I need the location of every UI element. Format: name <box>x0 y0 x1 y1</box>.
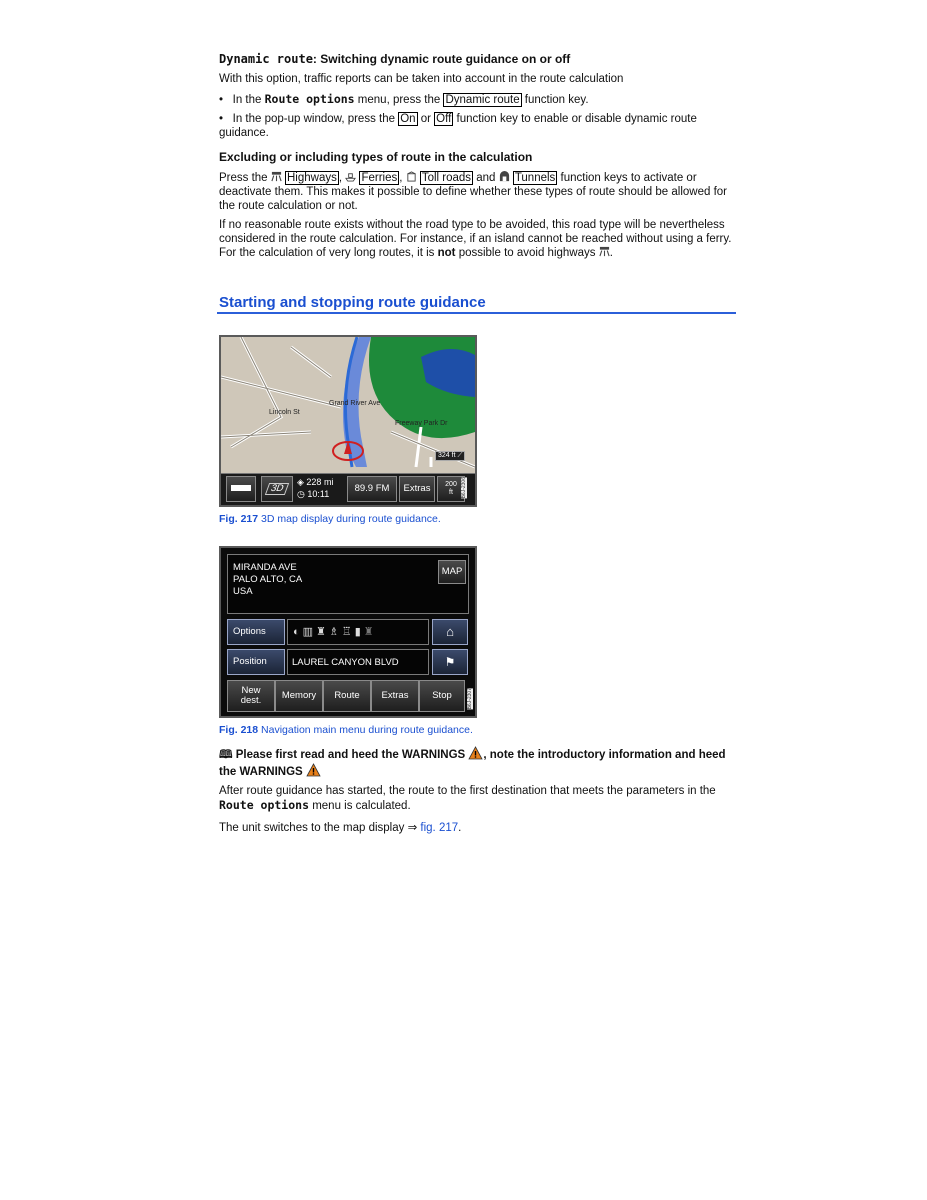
exclude-heading: Excluding or including types of route in the calculation <box>219 150 533 164</box>
dynamic-route-code: Dynamic route <box>219 52 313 66</box>
extras-button[interactable] <box>399 476 435 502</box>
ferry-icon <box>345 171 356 182</box>
extras-label: Extras <box>403 483 431 494</box>
tunnels-key: Tunnels <box>514 172 556 184</box>
after-p1-post: menu is calculated. <box>309 800 411 812</box>
fig218-text: Navigation main menu during route guidance. <box>258 724 473 736</box>
flag-button[interactable] <box>432 649 468 675</box>
distance-readout: ◈ 228 mi <box>297 477 334 487</box>
toll-roads-key: Toll roads <box>421 172 472 184</box>
exclude-p2-bold: not <box>437 247 456 259</box>
highway-icon: ▥ <box>302 626 317 638</box>
warning-icon <box>468 746 483 760</box>
exclude-paragraph-1: Press the Highways , Ferries , Toll roads and Tunnels function keys to activate or deactivate them. This makes it possible to define whether these types of route should be allowed for the route calculation or not. <box>219 172 727 212</box>
warnings-line-1: Please first read and heed the WARNINGS <box>235 749 469 761</box>
highway-icon <box>271 171 282 182</box>
bullet-1: • In the Route options menu, press the Dynamic route function key. <box>219 92 589 106</box>
dynamic-route-intro: With this option, traffic reports can be taken into account in the route calculation <box>219 73 624 85</box>
3d-button[interactable] <box>261 476 293 502</box>
scale-distance-text: 324 ft <box>438 452 456 459</box>
street-label-1: Grand River Ave <box>329 400 381 407</box>
dynamic-route-heading <box>219 52 570 66</box>
warnings-notice <box>219 746 739 780</box>
distance-value: 228 mi <box>306 477 334 487</box>
bullet-2-post: function key to enable or disable dynamic route guidance. <box>219 113 697 139</box>
stop-label: Stop <box>432 690 452 701</box>
route-options-code: Route options <box>264 92 355 106</box>
street-label-3: Freeway Park Dr <box>395 420 448 427</box>
after-p2-post: . <box>458 822 462 834</box>
route-type-icons <box>287 619 429 645</box>
exclude-p1-pre: Press the <box>219 172 271 184</box>
on-key: On <box>400 113 416 125</box>
time-readout: ◷ 10:11 <box>297 489 330 499</box>
address-line-2: PALO ALTO, CA <box>233 574 303 585</box>
options-label: Options <box>233 626 266 637</box>
fig218-number: Fig. 218 <box>219 724 259 736</box>
zoom-unit: ft <box>449 489 453 496</box>
fig217-link[interactable]: fig. 217 <box>420 822 459 834</box>
dynamic-route-icon: ◐ <box>293 626 303 638</box>
nav-menu-screen <box>219 546 477 718</box>
figure-code: B6J-2307 <box>467 688 473 710</box>
new-destination-label: New dest. <box>240 685 262 706</box>
extras-button[interactable] <box>371 680 419 712</box>
fig217-number: Fig. 217 <box>219 513 259 525</box>
address-line-1: MIRANDA AVE <box>233 562 297 573</box>
ferries-key: Ferries <box>361 172 398 184</box>
position-label: Position <box>233 656 267 667</box>
bullet-1-post: function key. <box>521 94 589 106</box>
route-options-code: Route options <box>219 798 310 812</box>
highways-key: Highways <box>286 172 337 184</box>
exclude-p1-post: function keys to activate or deactivate them. This makes it possible to define whether these types of route should be allowed for the route calculation or not. <box>219 172 727 212</box>
after-paragraph-1 <box>219 784 729 813</box>
zoom-value: 200 <box>445 481 457 488</box>
route-label: Route <box>334 690 360 701</box>
fig217-caption <box>219 513 441 525</box>
memory-button[interactable] <box>275 680 323 712</box>
position-value: LAUREL CANYON BLVD <box>292 657 399 668</box>
3d-label: 3D <box>265 483 290 495</box>
bullet-1-mid: menu, press the <box>354 94 444 106</box>
exclude-p2-pre: If no reasonable route exists without the road type to be avoided, this road type will be nevertheless considered in the route calculation. For instance, if an island cannot be reached without using a ferry. For the calculation of very long routes, it is <box>219 219 732 259</box>
route-button[interactable] <box>323 680 371 712</box>
new-destination-button[interactable] <box>227 680 275 712</box>
street-label-2: Lincoln St <box>269 409 300 416</box>
after-p2-pre: The unit switches to the map display ⇒ <box>219 822 421 834</box>
toll-road-icon: ♖ <box>341 626 355 638</box>
section-rule <box>217 312 736 314</box>
warnings-line-2: the WARNINGS <box>219 766 306 778</box>
highway-alt-icon: ♜ <box>316 626 329 638</box>
options-button[interactable] <box>227 619 285 645</box>
highway-icon <box>599 246 610 257</box>
tunnel-icon: ▮ <box>354 626 364 638</box>
after-p1-pre: After route guidance has started, the route to the first destination that meets the parameters in the <box>219 785 716 797</box>
fig218-caption <box>219 724 473 736</box>
radio-button[interactable] <box>347 476 397 502</box>
bullet-1-pre: In the <box>232 94 265 106</box>
extras-label: Extras <box>381 690 409 701</box>
home-button[interactable] <box>432 619 468 645</box>
after-paragraph-2 <box>219 821 729 835</box>
section-title: Starting and stopping route guidance <box>219 294 486 311</box>
address-line-3: USA <box>233 586 253 597</box>
stop-button[interactable] <box>419 680 465 712</box>
dynamic-route-heading-text: : Switching dynamic route guidance on or off <box>312 52 571 66</box>
figure-code: B6J-2306 <box>461 477 467 499</box>
fig217-text: 3D map display during route guidance. <box>258 513 441 525</box>
time-value: 10:11 <box>307 489 330 499</box>
book-icon: 🕮 <box>219 749 233 761</box>
bullet-2-or: or <box>417 113 435 125</box>
home-icon: ⌂ <box>446 624 454 639</box>
position-button[interactable] <box>227 649 285 675</box>
menu-toggle-button[interactable] <box>226 476 256 502</box>
map-screen <box>219 335 477 507</box>
warning-icon <box>306 763 321 777</box>
ferry-icon: ♗ <box>328 626 342 638</box>
flag-icon: ⚑ <box>444 655 456 669</box>
memory-label: Memory <box>281 690 317 701</box>
radio-label: 89.9 FM <box>354 483 390 494</box>
seasonal-road-icon: ♜ <box>363 626 377 638</box>
toll-road-icon <box>406 171 417 182</box>
map-button-label: MAP <box>441 566 463 577</box>
bullet-2-pre: In the pop-up window, press the <box>232 113 399 125</box>
exclude-p2-post: possible to avoid highways <box>455 247 599 259</box>
tunnel-icon <box>499 171 510 182</box>
map-button[interactable] <box>438 560 466 584</box>
exclude-paragraph-2: If no reasonable route exists without the road type to be avoided, this road type will be nevertheless considered in the route calculation. For instance, if an island cannot be reached without using a ferry. For the calculation of very long routes, it is not possible to avoid highways . <box>219 219 732 259</box>
bullet-2: • In the pop-up window, press the On or Off function key to enable or disable dynamic route guidance. <box>219 113 697 139</box>
scale-distance: 324 ft ⟋ <box>435 451 465 461</box>
dynamic-route-key: Dynamic route <box>445 94 520 106</box>
off-key: Off <box>436 113 452 125</box>
warnings-line-1b: , note the introductory information and heed <box>483 749 726 761</box>
exclude-and: and <box>473 172 499 184</box>
